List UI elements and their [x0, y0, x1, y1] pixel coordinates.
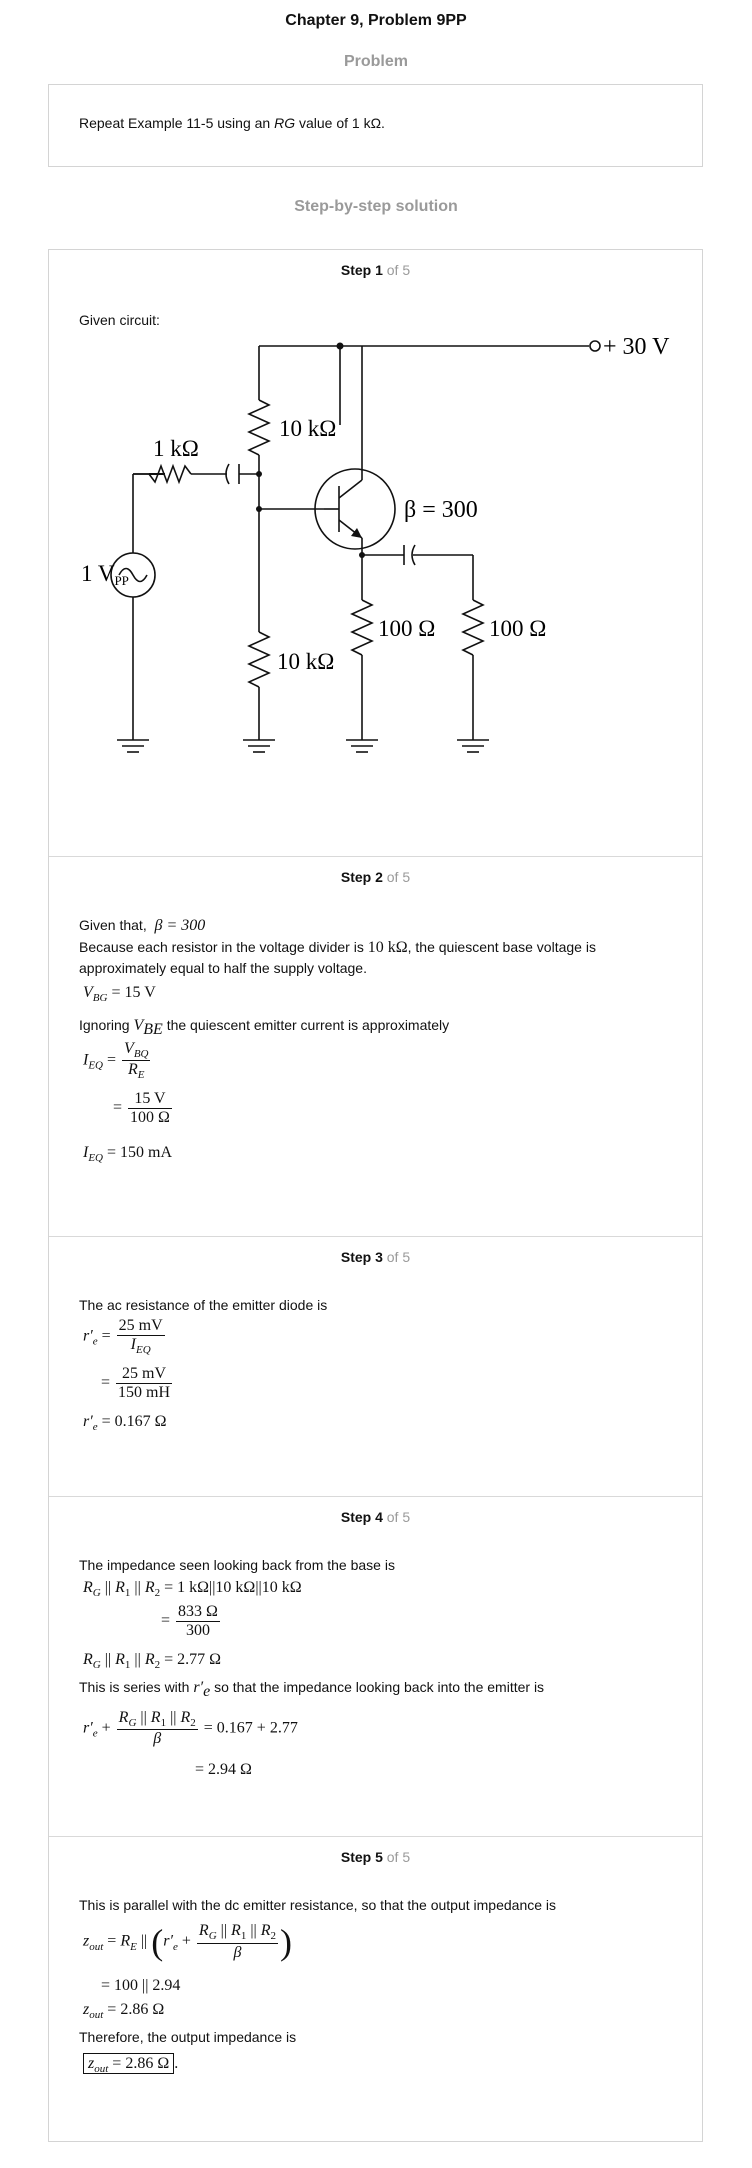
r-load-label: 100 Ω	[489, 616, 547, 641]
step-4-title: Step 4 of 5	[340, 1509, 411, 1525]
re-equation-1: $r'_e$ = $\frac{25 mV}{I_{EQ}}$	[83, 1317, 163, 1357]
r-bottom-label: 10 kΩ	[277, 649, 335, 674]
step-5	[49, 1837, 702, 2143]
problem-heading: Problem	[343, 53, 408, 70]
re-result: $r'_e = 0.167$ Ω	[83, 1413, 167, 1434]
step-3-title: Step 3 of 5	[340, 1249, 411, 1265]
beta-label: β = 300	[404, 497, 478, 523]
ieq-result: $I_{EQ} = 150$ mA	[83, 1144, 173, 1165]
step-4-series-text: This is series with $r'_e$ so that the impedance looking back into the emitter is	[79, 1679, 545, 1700]
output-impedance-result: $z_{out} = 2.86$ Ω	[83, 2001, 165, 2022]
problem-text: Repeat Example 11-5 using an RG value of 1 kΩ.	[79, 115, 385, 131]
circuit-diagram	[49, 330, 702, 850]
solution-heading: Step-by-step solution	[294, 198, 458, 215]
impedance-equation-2: = $\frac{833 \Omega}{300}$	[161, 1603, 218, 1639]
step-1-title: Step 1 of 5	[340, 262, 411, 278]
vbg-equation: $V_{BG} = 15$ V	[83, 984, 156, 1005]
step-5-title: Step 5 of 5	[340, 1849, 411, 1865]
page-title: Chapter 9, Problem 9PP	[285, 12, 467, 29]
problem-box	[48, 84, 703, 167]
step-2-title: Step 2 of 5	[340, 869, 411, 885]
r-gen-label: 1 kΩ	[153, 436, 199, 461]
step-2	[49, 857, 702, 1237]
ieq-equation-1: $I_{EQ}$ = $\frac{V_{BQ}}{R_E}$	[83, 1040, 149, 1082]
impedance-equation-1: $R_G$ || $R_1$ || $R_2 = 1$ kΩ||10 kΩ||10 kΩ	[83, 1579, 302, 1600]
solution-box	[48, 249, 703, 2142]
step-5-text: This is parallel with the dc emitter resistance, so that the output impedance is	[79, 1897, 557, 1913]
r-emitter-label: 100 Ω	[378, 616, 436, 641]
step-2-ignore-text: Ignoring $V_{BE}$ the quiescent emitter current is approximately	[79, 1017, 450, 1038]
step-3-text: The ac resistance of the emitter diode is	[79, 1297, 328, 1313]
re-equation-2: = $\frac{25 mV}{150 mH}$	[101, 1365, 171, 1401]
ieq-equation-2: = $\frac{15 V}{100 \Omega}$	[113, 1090, 170, 1126]
impedance-result: $R_G$ || $R_1$ || $R_2 = 2.77$ Ω	[83, 1651, 222, 1672]
step-1-intro: Given circuit:	[79, 312, 160, 328]
supply-label: + 30 V	[603, 334, 670, 360]
step-2-divider-text: Because each resistor in the voltage divider is 10 kΩ, the quiescent base voltage is approximately equal to half the supply voltage.	[79, 939, 596, 976]
step-1	[49, 250, 702, 857]
output-impedance-equation-2: = 100 || 2.94	[101, 1977, 181, 1994]
step-2-given: Given that, β = 300	[79, 917, 206, 934]
output-impedance-equation-1: $z_{out} = R_E$ || ($r'_e$ + $\frac{R_G || R_1 || R_2}{\beta}$ )	[83, 1922, 293, 1962]
step-4	[49, 1497, 702, 1837]
step-3	[49, 1237, 702, 1497]
step-5-therefore: Therefore, the output impedance is	[79, 2029, 297, 2045]
source-label: 1 VPP	[81, 561, 129, 588]
emitter-impedance-equation: $r'_e$ + $\frac{R_G || R_1 || R_2}{\beta}$ = 0.167 + 2.77	[83, 1709, 298, 1748]
emitter-impedance-result: = 2.94 Ω	[195, 1761, 252, 1778]
step-4-text: The impedance seen looking back from the base is	[79, 1557, 395, 1573]
final-answer: $z_{out} = 2.86$ Ω .	[83, 2055, 178, 2075]
r-top-label: 10 kΩ	[279, 416, 337, 441]
